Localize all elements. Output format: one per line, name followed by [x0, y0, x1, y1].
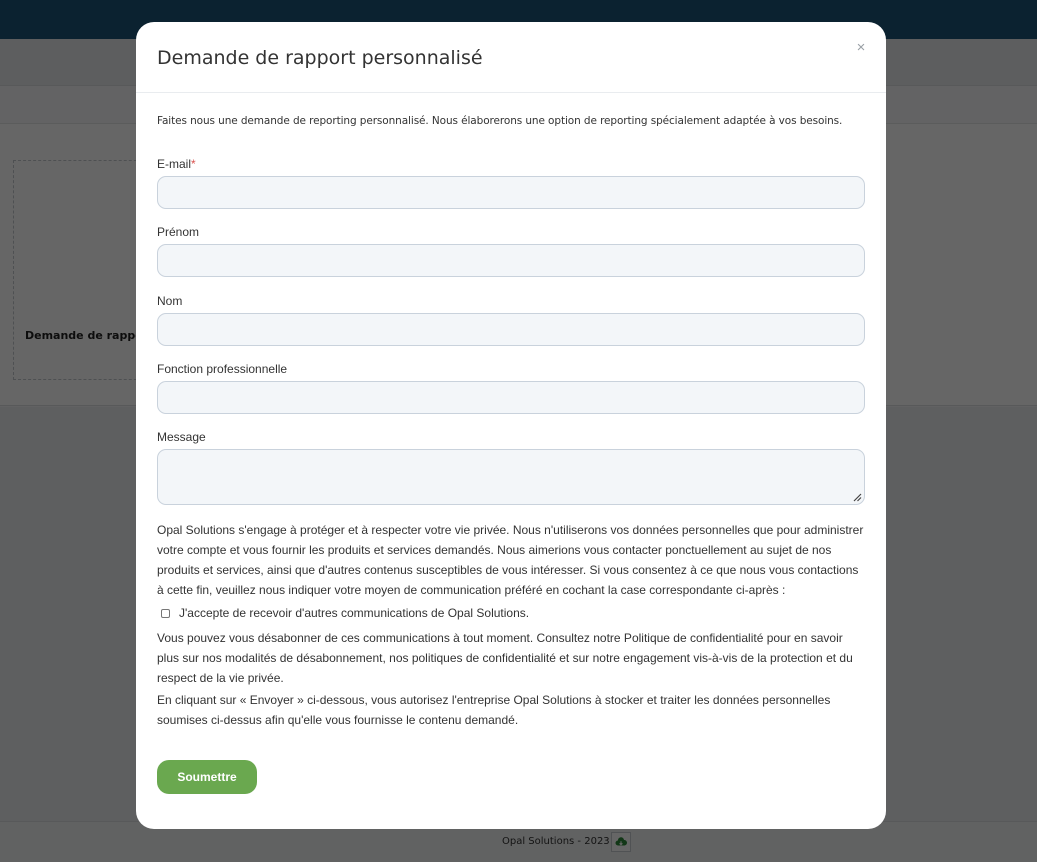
- privacy-statement: Opal Solutions s'engage à protéger et à respecter votre vie privée. Nous n'utiliserons vos données personnelles que pour administrer votre compte et vous fournir les produits et services demandés. Nous aimerions vous contacter ponctuellement au sujet de nos produits et services, ainsi que d'autres contenus susceptibles de vous intéresser. Si vous consentez à ce que nous vous contactions à cette fin, veuillez nous indiquer votre moyen de communication préféré en cochant la case correspondante ci-après :: [157, 523, 864, 597]
- lastname-label: Nom: [157, 294, 183, 308]
- unsubscribe-notice: Vous pouvez vous désabonner de ces communications à tout moment. Consultez notre Politique de confidentialité pour en savoir plus sur nos modalités de désabonnement, nos politiques de confidentialité et sur notre engagement vis-à-vis de la protection et du respect de la vie privée.: [157, 631, 853, 685]
- jobtitle-field[interactable]: [157, 381, 865, 414]
- marketing-consent-checkbox[interactable]: [161, 609, 170, 618]
- firstname-label: Prénom: [157, 225, 200, 239]
- message-textarea[interactable]: [157, 449, 865, 505]
- modal-title: Demande de rapport personnalisé: [157, 47, 483, 69]
- lastname-field[interactable]: [157, 313, 865, 346]
- modal-intro-text: Faites nous une demande de reporting personnalisé. Nous élaborerons une option de reporting spécialement adaptée à vos besoins.: [157, 115, 843, 127]
- jobtitle-label: Fonction professionnelle: [157, 362, 288, 376]
- custom-report-request-modal: [136, 22, 886, 829]
- marketing-consent-label[interactable]: J'accepte de recevoir d'autres communications de Opal Solutions.: [179, 606, 530, 620]
- close-icon[interactable]: ×: [856, 39, 866, 56]
- resize-handle-icon[interactable]: [852, 492, 862, 502]
- submit-button[interactable]: Soumettre: [157, 760, 257, 794]
- marketing-consent-row[interactable]: [161, 606, 529, 620]
- required-mark: *: [191, 157, 196, 171]
- modal-header: [136, 22, 886, 93]
- email-field[interactable]: [157, 176, 865, 209]
- email-label-text: E-mail: [157, 157, 192, 171]
- email-label: [157, 157, 196, 171]
- firstname-field[interactable]: [157, 244, 865, 277]
- data-processing-consent: En cliquant sur « Envoyer » ci-dessous, vous autorisez l'entreprise Opal Solutions à stocker et traiter les données personnelles soumises ci-dessus afin qu'elle vous fournisse le contenu demandé.: [157, 693, 831, 727]
- message-label: Message: [157, 430, 206, 444]
